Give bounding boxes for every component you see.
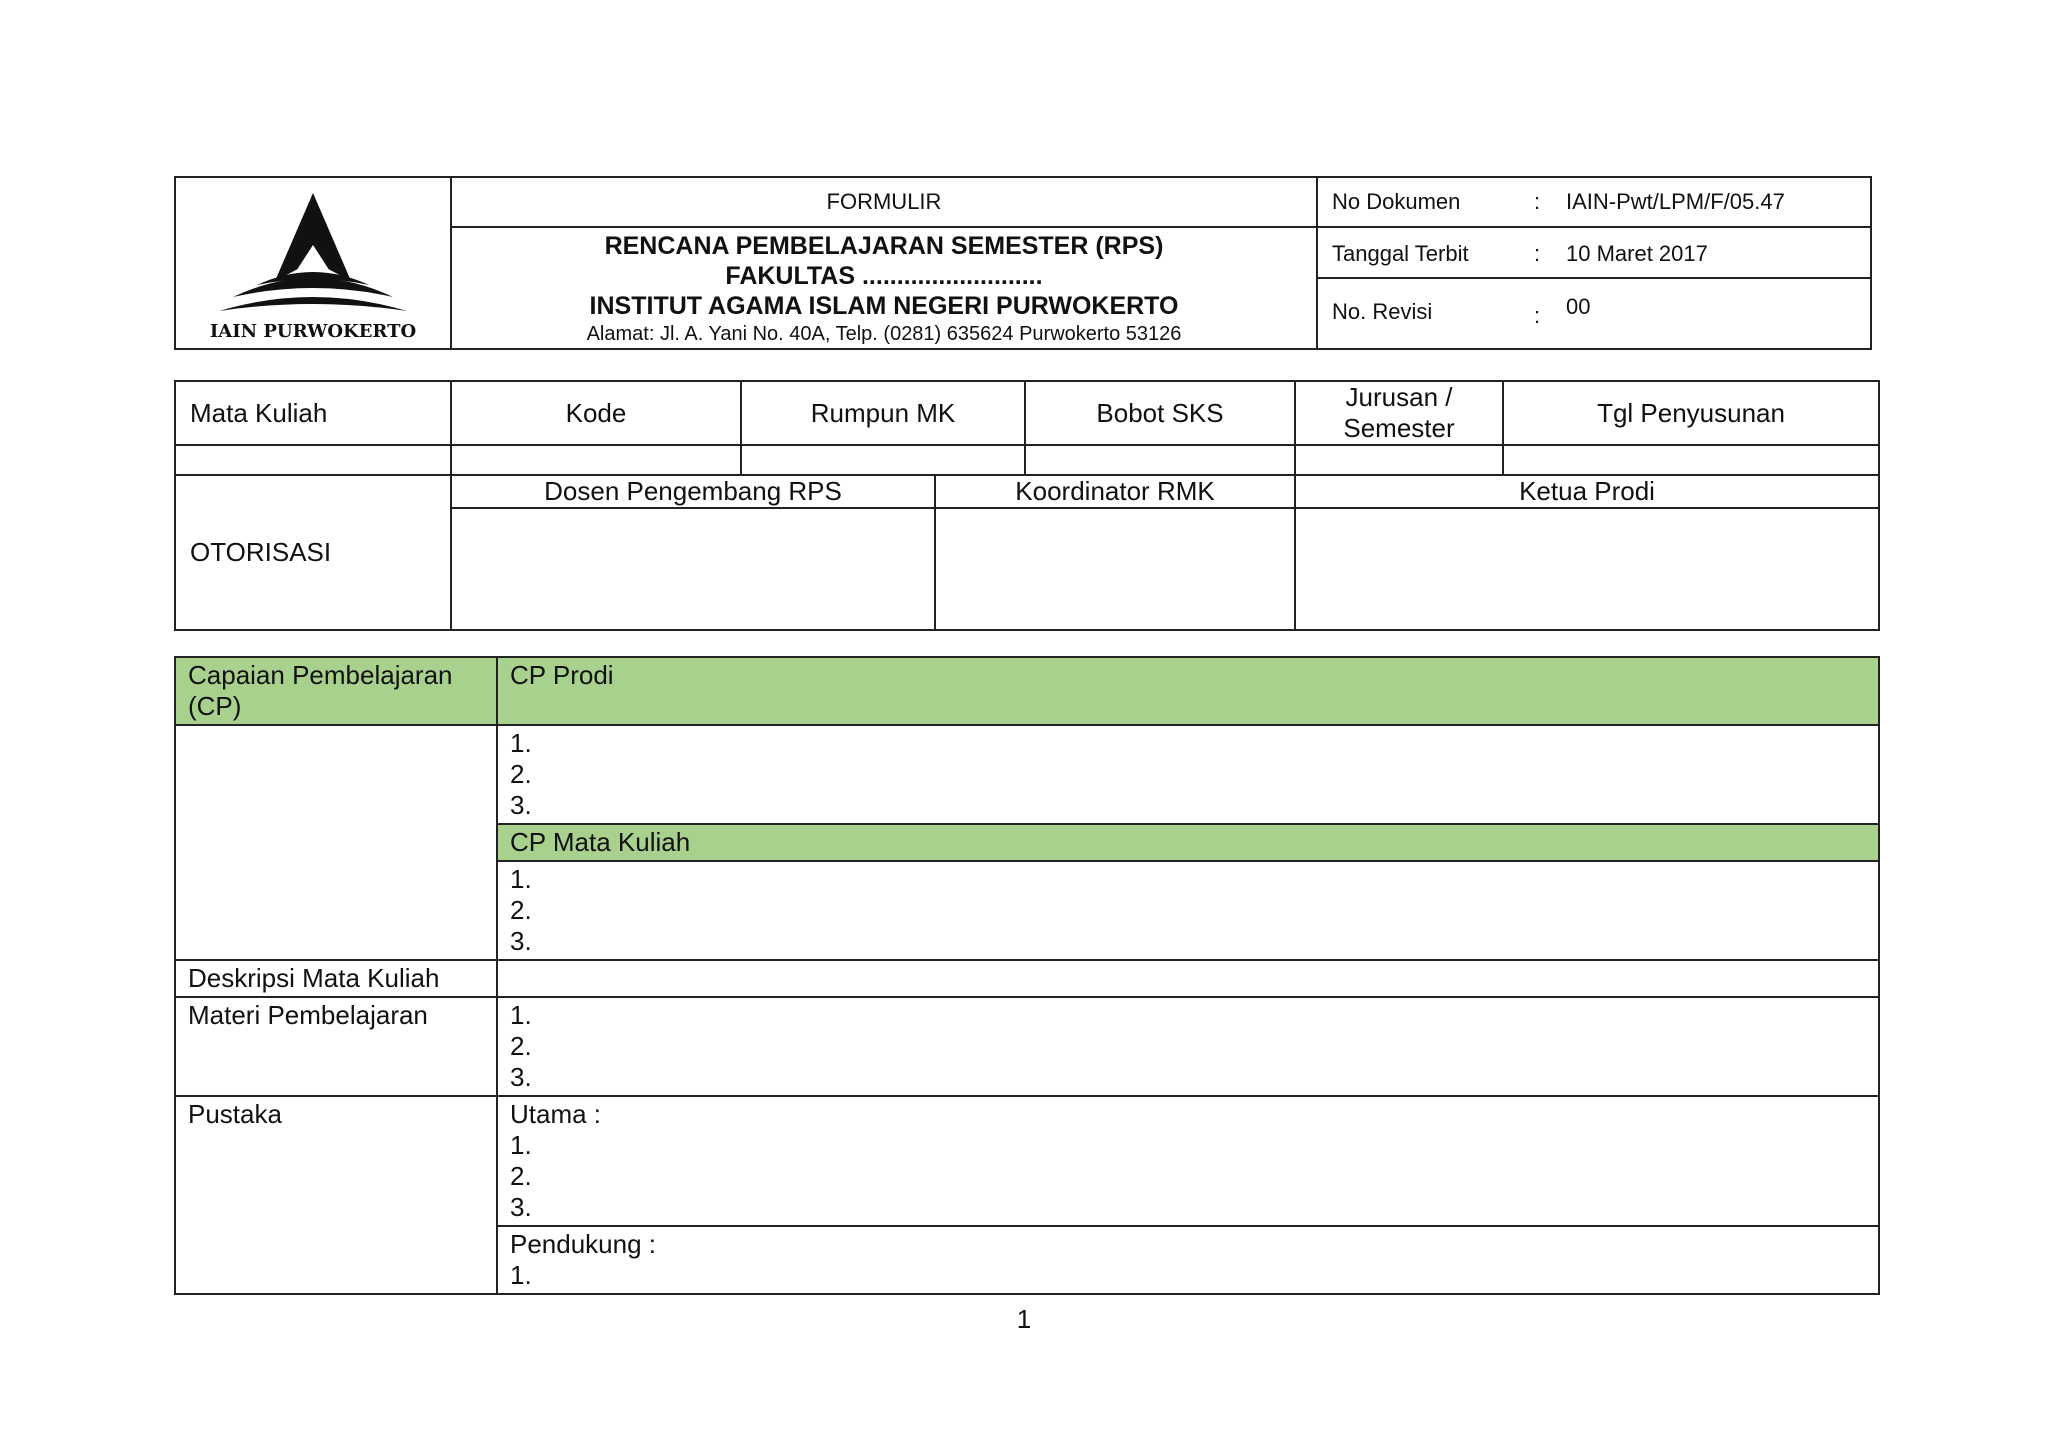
col-rumpun-mk: Rumpun MK <box>741 381 1025 445</box>
list-item: 1. <box>510 1000 532 1030</box>
signer-koordinator-rmk: Koordinator RMK <box>935 475 1295 508</box>
signer-dosen-pengembang: Dosen Pengembang RPS <box>451 475 935 508</box>
signer-ketua-prodi: Ketua Prodi <box>1295 475 1879 508</box>
cp-prodi-row <box>175 725 1879 824</box>
meta-stack <box>1317 227 1871 349</box>
logo-cell <box>175 177 451 349</box>
signature-box-ketua[interactable] <box>1295 508 1879 630</box>
list-item: 3. <box>510 1192 532 1222</box>
document-header <box>174 176 1872 350</box>
list-item: 1. <box>510 1260 532 1290</box>
materi-row <box>175 997 1879 1096</box>
meta-value: 00 <box>1566 294 1591 319</box>
list-item: 1. <box>510 1130 532 1160</box>
meta-value: IAIN-Pwt/LPM/F/05.47 <box>1566 189 1785 214</box>
document-title-block <box>451 227 1317 349</box>
jurusan-semester-value[interactable] <box>1295 445 1503 475</box>
utama-label: Utama : <box>510 1099 602 1129</box>
signature-box-dosen[interactable] <box>451 508 935 630</box>
col-tgl-penyusunan: Tgl Penyusunan <box>1503 381 1879 445</box>
cp-label: Capaian Pembelajaran (CP) <box>175 657 497 725</box>
meta-no-revisi <box>1318 279 1870 345</box>
list-item: 3. <box>510 790 532 820</box>
list-item: 1. <box>510 864 532 894</box>
meta-colon: : <box>1534 303 1541 328</box>
cp-mk-list[interactable] <box>497 861 1879 960</box>
page-number: 1 <box>1016 1304 1032 1334</box>
cp-header-row <box>175 657 1879 725</box>
cp-mk-label: CP Mata Kuliah <box>497 824 1879 861</box>
info-value-row <box>175 445 1879 475</box>
col-kode: Kode <box>451 381 741 445</box>
tgl-penyusunan-value[interactable] <box>1503 445 1879 475</box>
pustaka-label: Pustaka <box>175 1096 497 1294</box>
logo-text: IAIN PURWOKERTO <box>209 321 417 342</box>
col-mata-kuliah: Mata Kuliah <box>175 381 451 445</box>
mata-kuliah-value[interactable] <box>175 445 451 475</box>
list-item: 3. <box>510 926 532 956</box>
meta-no-dokumen <box>1317 177 1871 227</box>
list-item: 2. <box>510 1161 532 1191</box>
course-info-table <box>174 380 1880 631</box>
cp-prodi-list[interactable] <box>497 725 1879 824</box>
info-header-row <box>175 381 1879 445</box>
kode-value[interactable] <box>451 445 741 475</box>
form-label: FORMULIR <box>451 177 1317 227</box>
otorisasi-label: OTORISASI <box>175 475 451 630</box>
pustaka-utama-list[interactable] <box>497 1096 1879 1226</box>
rumpun-mk-value[interactable] <box>741 445 1025 475</box>
deskripsi-row <box>175 960 1879 997</box>
bobot-sks-value[interactable] <box>1025 445 1295 475</box>
cp-prodi-label: CP Prodi <box>497 657 1879 725</box>
cp-table <box>174 656 1880 1295</box>
meta-value: 10 Maret 2017 <box>1566 241 1708 266</box>
title-line-3: INSTITUT AGAMA ISLAM NEGERI PURWOKERTO <box>589 292 1179 320</box>
list-item: 1. <box>510 728 532 758</box>
meta-key: Tanggal Terbit <box>1332 241 1469 266</box>
address: Alamat: Jl. A. Yani No. 40A, Telp. (0281) 635624 Purwokerto 53126 <box>586 323 1182 345</box>
deskripsi-value[interactable] <box>497 960 1879 997</box>
list-item: 3. <box>510 1062 532 1092</box>
pustaka-utama-row <box>175 1096 1879 1226</box>
meta-key: No Dokumen <box>1332 189 1461 214</box>
materi-list[interactable] <box>497 997 1879 1096</box>
list-item: 2. <box>510 895 532 925</box>
meta-colon: : <box>1534 241 1541 266</box>
meta-colon: : <box>1534 189 1541 214</box>
deskripsi-label: Deskripsi Mata Kuliah <box>175 960 497 997</box>
signer-header-row <box>175 475 1879 508</box>
title-line-1: RENCANA PEMBELAJARAN SEMESTER (RPS) <box>604 232 1164 260</box>
title-line-2: FAKULTAS .......................... <box>725 262 1043 290</box>
meta-tanggal-terbit <box>1318 231 1870 279</box>
list-item: 2. <box>510 759 532 789</box>
materi-label: Materi Pembelajaran <box>175 997 497 1096</box>
pustaka-pendukung-list[interactable] <box>497 1226 1879 1294</box>
iain-logo-icon <box>213 189 413 317</box>
meta-key: No. Revisi <box>1332 299 1433 324</box>
pendukung-label: Pendukung : <box>510 1229 657 1259</box>
list-item: 2. <box>510 1031 532 1061</box>
signature-box-koordinator[interactable] <box>935 508 1295 630</box>
col-jurusan-semester: Jurusan / Semester <box>1295 381 1503 445</box>
col-bobot-sks: Bobot SKS <box>1025 381 1295 445</box>
cp-empty-label <box>175 725 497 960</box>
